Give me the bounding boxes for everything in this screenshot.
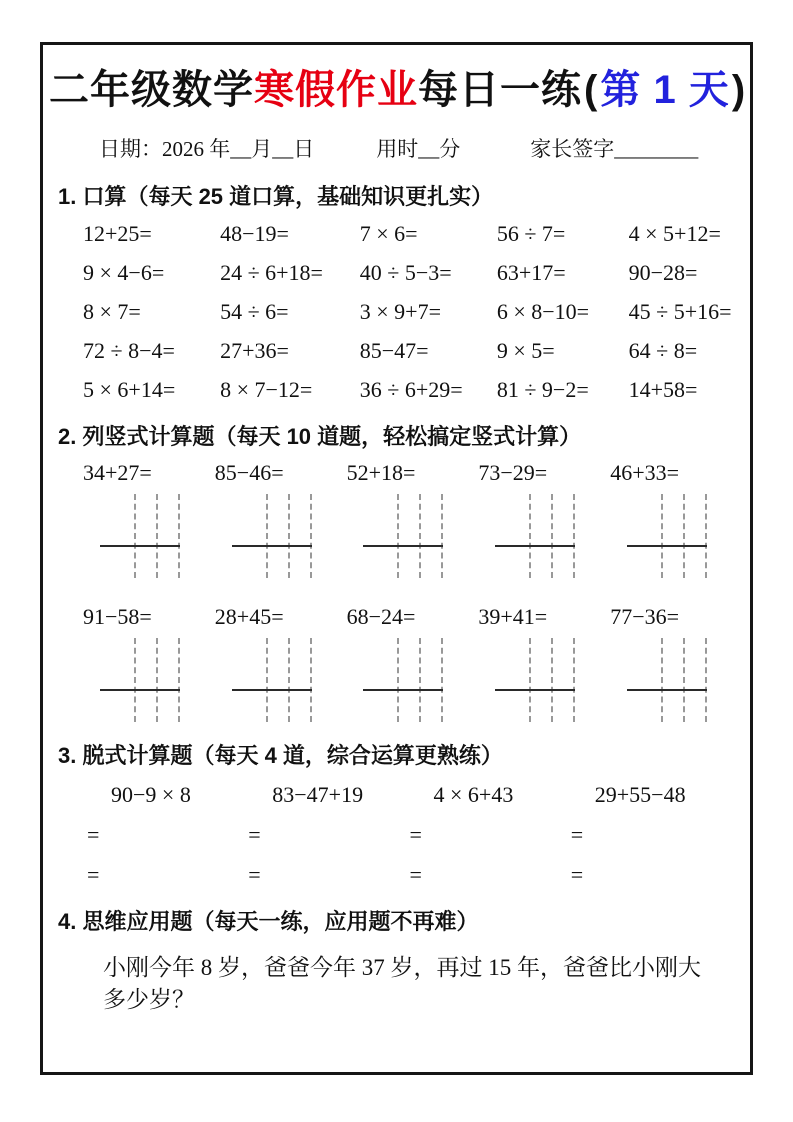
vertical-problem-label: 85−46= [214,460,284,485]
oral-problem: 85−47= [359,338,429,363]
stepwise-problem-cell [248,782,409,888]
vertical-problem-cell [83,604,215,722]
stepwise-problem-cell [571,782,732,888]
oral-problem: 7 × 6= [359,221,418,246]
vertical-calc-grid [495,638,593,722]
vertical-problems-row [83,460,742,578]
oral-problem: 64 ÷ 8= [628,338,698,363]
section-vertical-heading: 2. 列竖式计算题（每天 10 道题，轻松搞定竖式计算） [58,424,582,449]
title-holiday-highlight: 寒假作业 [254,68,418,112]
section-word-heading: 4. 思维应用题（每天一练，应用题不再难） [58,909,479,934]
oral-problem: 72 ÷ 8−4= [83,338,175,363]
vertical-calc-grid [363,638,461,722]
word-problem-text: 小刚今年 8 岁，爸爸今年 37 岁，再过 15 年，爸爸比小刚大多少岁？ [103,955,701,1013]
parent-signature-field: 家长签字________ [530,137,699,161]
vertical-problem-cell [215,604,347,722]
equals-sign: = [87,822,100,847]
vertical-problem-label: 39+41= [478,604,548,629]
section-stepwise-heading: 3. 脱式计算题（每天 4 道，综合运算更熟练） [58,743,503,768]
title-paren-close: ) [731,68,747,112]
stepwise-problem: 83−47+19 [272,782,364,807]
vertical-problems-row [83,604,742,722]
vertical-problem-cell [610,604,742,722]
stepwise-problem: 29+55−48 [594,782,686,807]
oral-problem: 8 × 7= [83,299,141,324]
date-field: 日期：2026 年__月__日 [99,137,315,161]
equals-sign: = [248,822,261,847]
time-spent-field: 用时__分 [376,137,461,161]
section-oral-heading: 1. 口算（每天 25 道口算，基础知识更扎实） [58,184,494,209]
stepwise-problem: 90−9 × 8 [111,782,191,807]
oral-problem: 6 × 8−10= [496,299,590,324]
vertical-calc-grid [627,494,725,578]
equals-sign: = [87,862,100,887]
oral-problems-grid [83,221,742,403]
vertical-problem-cell [610,460,742,578]
title-paren-open: ( [584,68,599,112]
oral-problem: 9 × 4−6= [83,260,165,285]
vertical-calc-grid [100,638,198,722]
title-day-number: 第 1 天 [600,68,730,112]
stepwise-problem-cell [410,782,571,888]
vertical-problem-label: 28+45= [214,604,284,629]
stepwise-problem: 4 × 6+43 [433,782,514,807]
equals-sign: = [248,862,261,887]
oral-problem: 54 ÷ 6= [220,299,289,324]
vertical-calc-grid [363,494,461,578]
oral-problem: 9 × 5= [496,338,555,363]
vertical-problem-label: 68−24= [346,604,416,629]
equals-sign: = [570,822,584,847]
vertical-problem-label: 46+33= [610,460,680,485]
oral-problem: 81 ÷ 9−2= [496,377,589,402]
oral-problem: 8 × 7−12= [220,377,313,402]
vertical-problem-label: 73−29= [478,460,548,485]
vertical-problem-cell [347,604,479,722]
vertical-calc-grid [232,638,330,722]
date-line [99,133,710,163]
vertical-problem-label: 52+18= [346,460,416,485]
oral-problem: 36 ÷ 6+29= [359,377,463,402]
oral-problem: 27+36= [220,338,289,363]
equals-sign: = [409,822,422,847]
vertical-calc-grid [100,494,198,578]
vertical-problem-cell [478,460,610,578]
oral-problem: 90−28= [628,260,698,285]
title-daily: 每日一练 [418,68,582,112]
vertical-calc-grid [627,638,725,722]
oral-problem: 24 ÷ 6+18= [220,260,323,285]
oral-problem: 4 × 5+12= [628,221,721,246]
vertical-problem-cell [215,460,347,578]
equals-sign: = [570,862,584,887]
vertical-calc-grid [232,494,330,578]
oral-problem: 48−19= [220,221,289,246]
vertical-problem-cell [347,460,479,578]
worksheet-page [40,42,753,1075]
equals-sign: = [409,862,422,887]
oral-problem: 14+58= [628,377,698,402]
title-grade: 二年级数学 [49,68,254,112]
vertical-problem-label: 77−36= [610,604,680,629]
oral-problem: 3 × 9+7= [359,299,441,324]
oral-problem: 5 × 6+14= [83,377,176,402]
oral-problem: 40 ÷ 5−3= [359,260,452,285]
oral-problem: 12+25= [83,221,152,246]
stepwise-problems-row [87,782,732,888]
page-title [49,67,747,113]
vertical-problem-cell [478,604,610,722]
vertical-problem-label: 91−58= [83,604,152,629]
oral-problem: 45 ÷ 5+16= [628,299,732,324]
oral-problem: 56 ÷ 7= [496,221,566,246]
vertical-problem-cell [83,460,215,578]
vertical-calc-grid [495,494,593,578]
vertical-problem-label: 34+27= [83,460,152,485]
oral-problem: 63+17= [496,260,566,285]
stepwise-problem-cell [87,782,248,888]
